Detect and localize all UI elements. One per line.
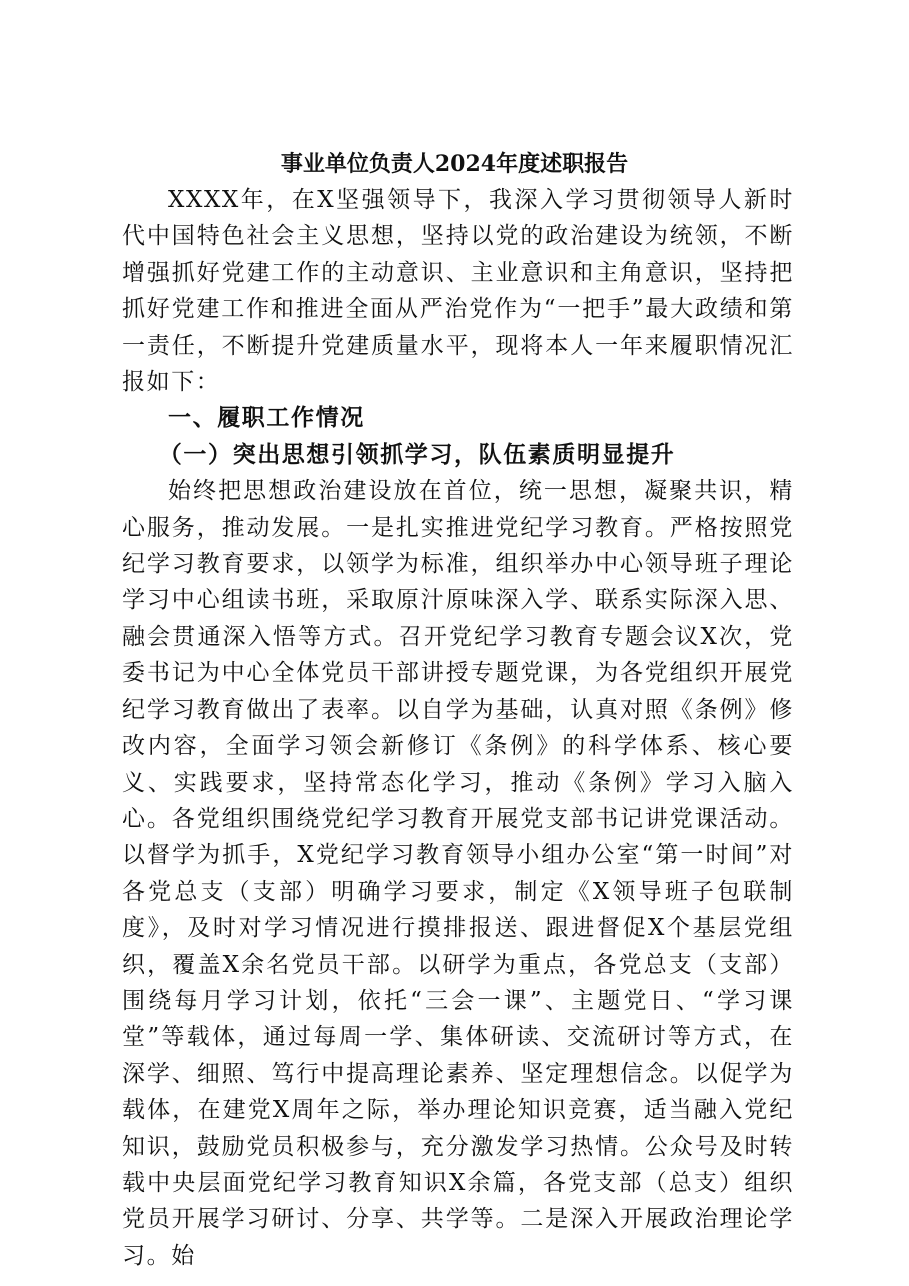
document-title: 事业单位负责人2024年度述职报告 bbox=[280, 151, 629, 177]
body-paragraph: 始终把思想政治建设放在首位，统一思想，凝聚共识，精心服务，推动发展。一是扎实推进党纪学习教育。严格按照党纪学习教育要求，以领学为标准，组织举办中心领导班子理论学习中心组读书班，采取原汁原味深入学、联系实际深入思、融会贯通深入悟等方式。召开党纪学习教育专题会议X次，党委书记为中心全体党员干部讲授专题党课，为各党组织开展党纪学习教育做出了表率。以自学为基础，认真对照《条例》修改内容，全面学习领会新修订《条例》的科学体系、核心要义、实践要求，坚持常态化学习，推动《条例》学习入脑入心。各党组织围绕党纪学习教育开展党支部书记讲党课活动。以督学为抓手，X党纪学习教育领导小组办公室“第一时间”对各党总支（支部）明确学习要求，制定《X领导班子包联制度》，及时对学习情况进行摸排报送、跟进督促X个基层党组织，覆盖X余名党员干部。以研学为重点，各党总支（支部）围绕每月学习计划，依托“三会一课”、主题党日、“学习课堂”等载体，通过每周一学、集体研读、交流研讨等方式，在深学、细照、笃行中提高理论素养、坚定理想信念。以促学为载体，在建党X周年之际，举办理论知识竞赛，适当融入党纪知识，鼓励党员积极参与，充分激发学习热情。公众号及时转载中央层面党纪学习教育知识X余篇，各党支部（总支）组织党员开展学习研讨、分享、共学等。二是深入开展政治理论学习。始 bbox=[122, 478, 794, 1269]
section-heading: 一、履职工作情况 bbox=[168, 404, 365, 432]
intro-paragraph: XXXX年，在X坚强领导下，我深入学习贯彻领导人新时代中国特色社会主义思想，坚持以党的政治建设为统领，不断增强抓好党建工作的主动意识、主业意识和主角意识，坚持把抓好党建工作和推进全面从严治党作为“一把手”最大政绩和第一责任，不断提升党建质量水平，现将本人一年来履职情况汇报如下： bbox=[122, 187, 794, 396]
subsection-heading: （一）突出思想引领抓学习，队伍素质明显提升 bbox=[158, 440, 676, 468]
document-body bbox=[122, 182, 794, 1274]
